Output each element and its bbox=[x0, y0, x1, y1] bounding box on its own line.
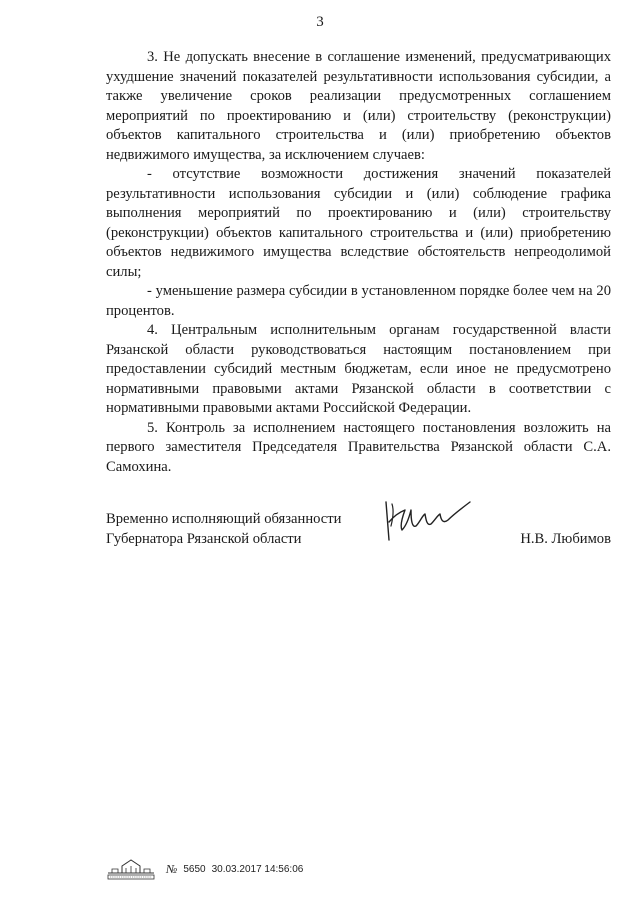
number-sign: № bbox=[166, 861, 178, 876]
paragraph-clause-4: 4. Центральным исполнительным органам государственной власти Рязанской области руководствоваться настоящим постановлением при предоставлении субсидий местным бюджетам, если иное не предусмотрено нормативными правовыми актами Рязанской области в соответствии с нормативными правовыми актами Российской Федерации. bbox=[106, 322, 611, 416]
registration-stamp bbox=[166, 862, 303, 877]
page-number: 3 bbox=[316, 14, 324, 30]
registration-number: 5650 bbox=[183, 863, 206, 875]
handwritten-signature bbox=[378, 496, 474, 546]
signature-block bbox=[106, 510, 611, 550]
document-body bbox=[106, 48, 611, 477]
registration-datetime: 30.03.2017 14:56:06 bbox=[211, 863, 304, 875]
paragraph-exception-subsidy-reduction: - уменьшение размера субсидии в установленном порядке более чем на 20 процентов. bbox=[106, 283, 611, 319]
signer-name: Н.В. Любимов bbox=[520, 530, 611, 547]
document-footer bbox=[104, 857, 303, 881]
signer-position-line-1: Временно исполняющий обязанности bbox=[106, 511, 342, 527]
registration-logo-icon bbox=[104, 857, 158, 881]
paragraph-clause-5: 5. Контроль за исполнением настоящего постановления возложить на первого заместителя Председателя Правительства Рязанской области С.А. Самохина. bbox=[106, 419, 611, 475]
signer-position bbox=[106, 510, 341, 549]
paragraph-exception-force-majeure: - отсутствие возможности достижения значений показателей результативности использования субсидии и (или) соблюдение графика выполнения мероприятий по проектированию и (или) строительству (реконструкции) объектов капитального строительства и (или) приобретению объектов недвижимого имущества вследствие обстоятельств непреодолимой силы; bbox=[106, 166, 611, 280]
paragraph-clause-3: 3. Не допускать внесение в соглашение изменений, предусматривающих ухудшение значений показателей результативности использования субсидии, а также увеличение сроков реализации предусмотренных соглашением мероприятий по проектированию и (или) строительству (реконструкции) объектов капитального строительства и (или) приобретению объектов недвижимого имущества, за исключением случаев: bbox=[106, 49, 611, 163]
signer-position-line-2: Губернатора Рязанской области bbox=[106, 530, 302, 547]
